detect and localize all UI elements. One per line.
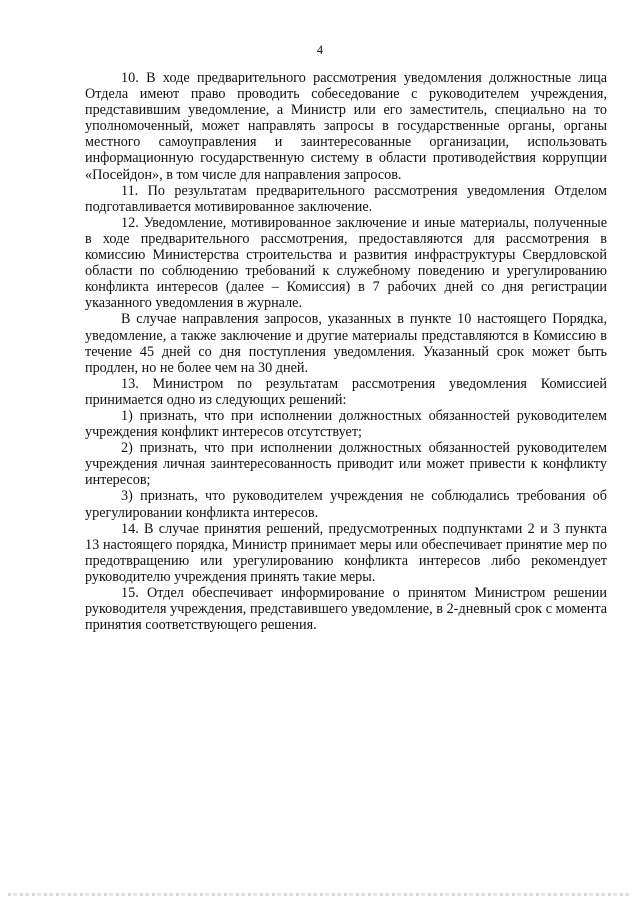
paragraph-13-item-2: 2) признать, что при исполнении должностных обязанностей руководителем учреждения личная заинтересованность приводит или может привести к конфликту интересов; <box>85 440 607 489</box>
paragraph-13-item-3: 3) признать, что руководителем учреждения не соблюдались требования об урегулировании конфликта интересов. <box>85 488 607 521</box>
page-number: 4 <box>316 43 324 57</box>
paragraph-13: 13. Министром по результатам рассмотрения уведомления Комиссией принимается одно из следующих решений: <box>85 375 607 408</box>
footer-scan-artifact <box>8 893 632 896</box>
paragraph-14: 14. В случае принятия решений, предусмотренных подпунктами 2 и 3 пункта 13 настоящего порядка, Министр принимает меры или обеспечивает принятие мер по предотвращению или урегулированию конфликта интересов либо рекомендует руководителю учреждения принять такие меры. <box>85 520 607 585</box>
paragraph-15: 15. Отдел обеспечивает информирование о принятом Министром решении руководителя учреждения, представившего уведомление, в 2-дневный срок с момента принятия соответствующего решения. <box>85 585 607 634</box>
paragraph-12: 12. Уведомление, мотивированное заключение и иные материалы, полученные в ходе предварительного рассмотрения, предоставляются для рассмотрения в комиссию Министерства строительства и развития инфраструктуры Свердловской области по соблюдению требований к служебному поведению и урегулированию конфликта интересов (далее – Комиссия) в 7 рабочих дней со дня регистрации указанного уведомления в журнале. <box>85 214 607 312</box>
paragraph-13-item-1: 1) признать, что при исполнении должностных обязанностей руководителем учреждения конфликт интересов отсутствует; <box>85 407 607 441</box>
document-body <box>85 70 607 633</box>
paragraph-11: 11. По результатам предварительного рассмотрения уведомления Отделом подготавливается мотивированное заключение. <box>85 182 607 215</box>
paragraph-10: 10. В ходе предварительного рассмотрения уведомления должностные лица Отдела имеют право проводить собеседование с руководителем учреждения, представившим уведомление, а Министр или его заместитель, специально на то уполномоченный, может направлять запросы в государственные органы, органы местного самоуправления и заинтересованные организации, использовать информационную государственную систему в области противодействия коррупции «Посейдон», в том числе для направления запросов. <box>85 70 607 183</box>
paragraph-12-continuation: В случае направления запросов, указанных в пункте 10 настоящего Порядка, уведомление, а также заключение и другие материалы представляются в Комиссию в течение 45 дней со дня поступления уведомления. Указанный срок может быть продлен, но не более чем на 30 дней. <box>85 311 607 376</box>
